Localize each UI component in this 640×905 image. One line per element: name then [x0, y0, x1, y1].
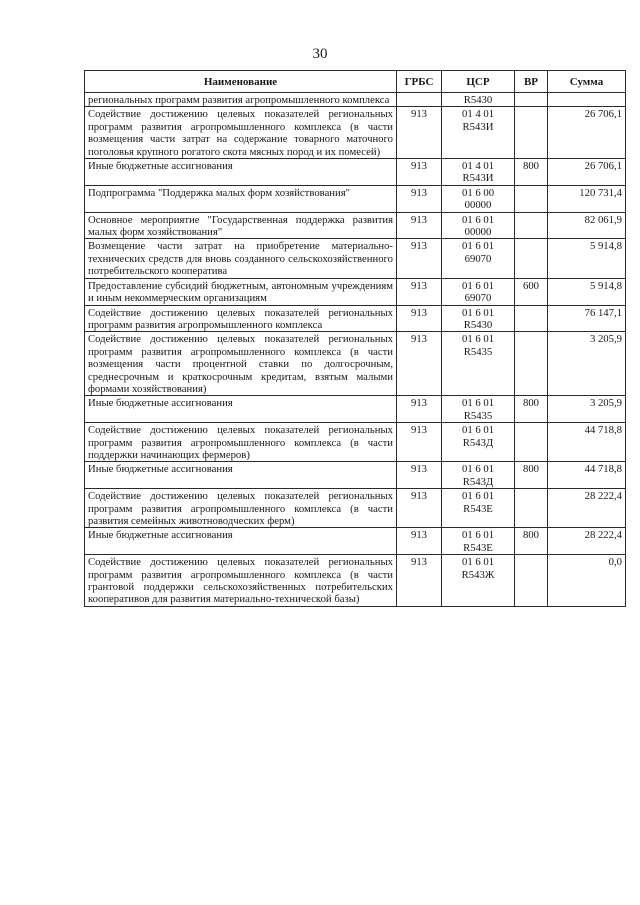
csr-code-line: 69070 [464, 292, 492, 305]
csr-code-line: 01 4 01 [461, 108, 495, 121]
row-csr-cell [442, 185, 515, 212]
table-row [85, 212, 626, 239]
csr-code-line: R5430 [463, 94, 493, 106]
row-name-cell: Содействие достижению целевых показателей региональных программ развития агропромышленного комплекса (в части поддержки начинающих фермеров) [85, 423, 397, 462]
row-vr-cell [515, 93, 548, 107]
csr-code-line: R543Д [462, 436, 494, 449]
csr-code-line: R5435 [463, 409, 493, 422]
csr-code-line: R543Е [463, 541, 493, 554]
row-csr-cell [442, 159, 515, 186]
row-name-cell: Содействие достижению целевых показателей региональных программ развития агропромышленного комплекса (в части возмещения части процентной ставки по долгосрочным, среднесрочным и краткосрочным кредитам, взятым малыми формами хозяйствования) [85, 332, 397, 396]
table-row [85, 185, 626, 212]
row-csr-cell [442, 423, 515, 462]
csr-code-line: R543И [462, 120, 494, 133]
header-sum: Сумма [548, 71, 626, 93]
row-sum-cell: 26 706,1 [548, 107, 626, 159]
row-csr-cell [442, 212, 515, 239]
table-row [85, 423, 626, 462]
row-vr-cell [515, 239, 548, 278]
table-row [85, 555, 626, 607]
row-vr-cell [515, 305, 548, 332]
csr-code-line: R5435 [463, 345, 493, 358]
row-grbs-cell: 913 [397, 159, 442, 186]
csr-code-line: 01 4 01 [461, 160, 495, 173]
row-sum-cell: 26 706,1 [548, 159, 626, 186]
row-grbs-cell: 913 [397, 423, 442, 462]
row-csr-cell [442, 107, 515, 159]
csr-code-line: 01 6 01 [461, 463, 495, 476]
csr-code-line: 01 6 01 [461, 333, 495, 346]
table-row [85, 159, 626, 186]
row-grbs-cell [397, 93, 442, 107]
row-sum-cell: 5 914,8 [548, 239, 626, 278]
row-sum-cell: 28 222,4 [548, 489, 626, 528]
row-name-cell: Иные бюджетные ассигнования [85, 396, 397, 423]
csr-code-line: R543Ж [461, 568, 495, 581]
row-vr-cell: 800 [515, 396, 548, 423]
table-row [85, 332, 626, 396]
row-vr-cell [515, 423, 548, 462]
row-csr-cell [442, 305, 515, 332]
row-grbs-cell: 913 [397, 396, 442, 423]
row-name-cell: Предоставление субсидий бюджетным, автономным учреждениям и иным некоммерческим организациям [85, 278, 397, 305]
csr-code-line: R543Д [462, 475, 494, 488]
row-sum-cell: 0,0 [548, 555, 626, 607]
row-csr-cell [442, 462, 515, 489]
row-sum-cell: 44 718,8 [548, 423, 626, 462]
header-name: Наименование [85, 71, 397, 93]
table-row [85, 489, 626, 528]
csr-code-line: 01 6 01 [461, 424, 495, 437]
row-sum-cell: 76 147,1 [548, 305, 626, 332]
row-vr-cell [515, 212, 548, 239]
table-row [85, 462, 626, 489]
csr-code-line: 00000 [464, 199, 492, 212]
row-name-cell: Возмещение части затрат на приобретение материально-технических средств для вновь созданного сельскохозяйственного потребительского кооператива [85, 239, 397, 278]
row-csr-cell [442, 332, 515, 396]
budget-table [84, 70, 626, 607]
table-row [85, 93, 626, 107]
row-name-cell: Содействие достижению целевых показателей региональных программ развития агропромышленного комплекса (в части грантовой поддержки сельскохозяйственных потребительских кооперативов для развития материально-технической базы) [85, 555, 397, 607]
row-vr-cell: 800 [515, 528, 548, 555]
row-csr-cell [442, 555, 515, 607]
row-grbs-cell: 913 [397, 212, 442, 239]
table-row [85, 396, 626, 423]
csr-code-line: 01 6 01 [461, 490, 495, 503]
row-sum-cell: 5 914,8 [548, 278, 626, 305]
header-grbs: ГРБС [397, 71, 442, 93]
row-csr-cell [442, 489, 515, 528]
row-sum-cell: 28 222,4 [548, 528, 626, 555]
row-vr-cell [515, 185, 548, 212]
row-sum-cell: 3 205,9 [548, 396, 626, 423]
row-csr-cell [442, 528, 515, 555]
row-csr-cell [442, 278, 515, 305]
row-sum-cell: 120 731,4 [548, 185, 626, 212]
row-sum-cell: 3 205,9 [548, 332, 626, 396]
page-number: 30 [312, 46, 328, 62]
table-row [85, 528, 626, 555]
csr-code-line: 00000 [464, 226, 492, 239]
row-name-cell: региональных программ развития агропромышленного комплекса [85, 93, 397, 107]
row-vr-cell: 800 [515, 159, 548, 186]
header-vr: ВР [515, 71, 548, 93]
csr-code-line: 01 6 01 [461, 240, 495, 253]
csr-code-line: 01 6 01 [461, 279, 495, 292]
csr-code-line: 01 6 01 [461, 397, 495, 410]
csr-code-line: 01 6 01 [461, 306, 495, 319]
csr-code-line: 69070 [464, 252, 492, 265]
row-name-cell: Иные бюджетные ассигнования [85, 462, 397, 489]
row-grbs-cell: 913 [397, 332, 442, 396]
row-name-cell: Иные бюджетные ассигнования [85, 159, 397, 186]
row-grbs-cell: 913 [397, 555, 442, 607]
row-grbs-cell: 913 [397, 185, 442, 212]
row-csr-cell [442, 396, 515, 423]
row-vr-cell [515, 332, 548, 396]
row-name-cell: Содействие достижению целевых показателей региональных программ развития агропромышленного комплекса [85, 305, 397, 332]
csr-code-line: 01 6 01 [461, 213, 495, 226]
row-vr-cell [515, 107, 548, 159]
row-csr-cell [442, 93, 515, 107]
table-row [85, 107, 626, 159]
row-vr-cell [515, 555, 548, 607]
row-name-cell: Основное мероприятие "Государственная поддержка развития малых форм хозяйствования" [85, 212, 397, 239]
table-row [85, 239, 626, 278]
table-row [85, 278, 626, 305]
row-vr-cell [515, 489, 548, 528]
row-grbs-cell: 913 [397, 462, 442, 489]
row-csr-cell [442, 239, 515, 278]
row-vr-cell: 600 [515, 278, 548, 305]
csr-code-line: R543И [462, 172, 494, 185]
csr-code-line: R5430 [463, 318, 493, 331]
row-name-cell: Содействие достижению целевых показателей региональных программ развития агропромышленного комплекса (в части возмещения части затрат на содержание товарного маточного поголовья крупного рогатого скота мясных пород и их помесей) [85, 107, 397, 159]
table-row [85, 305, 626, 332]
row-grbs-cell: 913 [397, 239, 442, 278]
row-name-cell: Подпрограмма "Поддержка малых форм хозяйствования" [85, 185, 397, 212]
row-grbs-cell: 913 [397, 278, 442, 305]
row-grbs-cell: 913 [397, 528, 442, 555]
csr-code-line: 01 6 00 [461, 186, 495, 199]
csr-code-line: R543Е [463, 502, 493, 515]
csr-code-line: 01 6 01 [461, 556, 495, 569]
row-grbs-cell: 913 [397, 305, 442, 332]
header-csr: ЦСР [442, 71, 515, 93]
table-header-row [85, 71, 626, 93]
row-name-cell: Содействие достижению целевых показателей региональных программ развития агропромышленного комплекса (в части развития семейных животноводческих ферм) [85, 489, 397, 528]
row-vr-cell: 800 [515, 462, 548, 489]
row-sum-cell [548, 93, 626, 107]
row-sum-cell: 44 718,8 [548, 462, 626, 489]
row-grbs-cell: 913 [397, 107, 442, 159]
row-sum-cell: 82 061,9 [548, 212, 626, 239]
row-name-cell: Иные бюджетные ассигнования [85, 528, 397, 555]
csr-code-line: 01 6 01 [461, 529, 495, 542]
row-grbs-cell: 913 [397, 489, 442, 528]
